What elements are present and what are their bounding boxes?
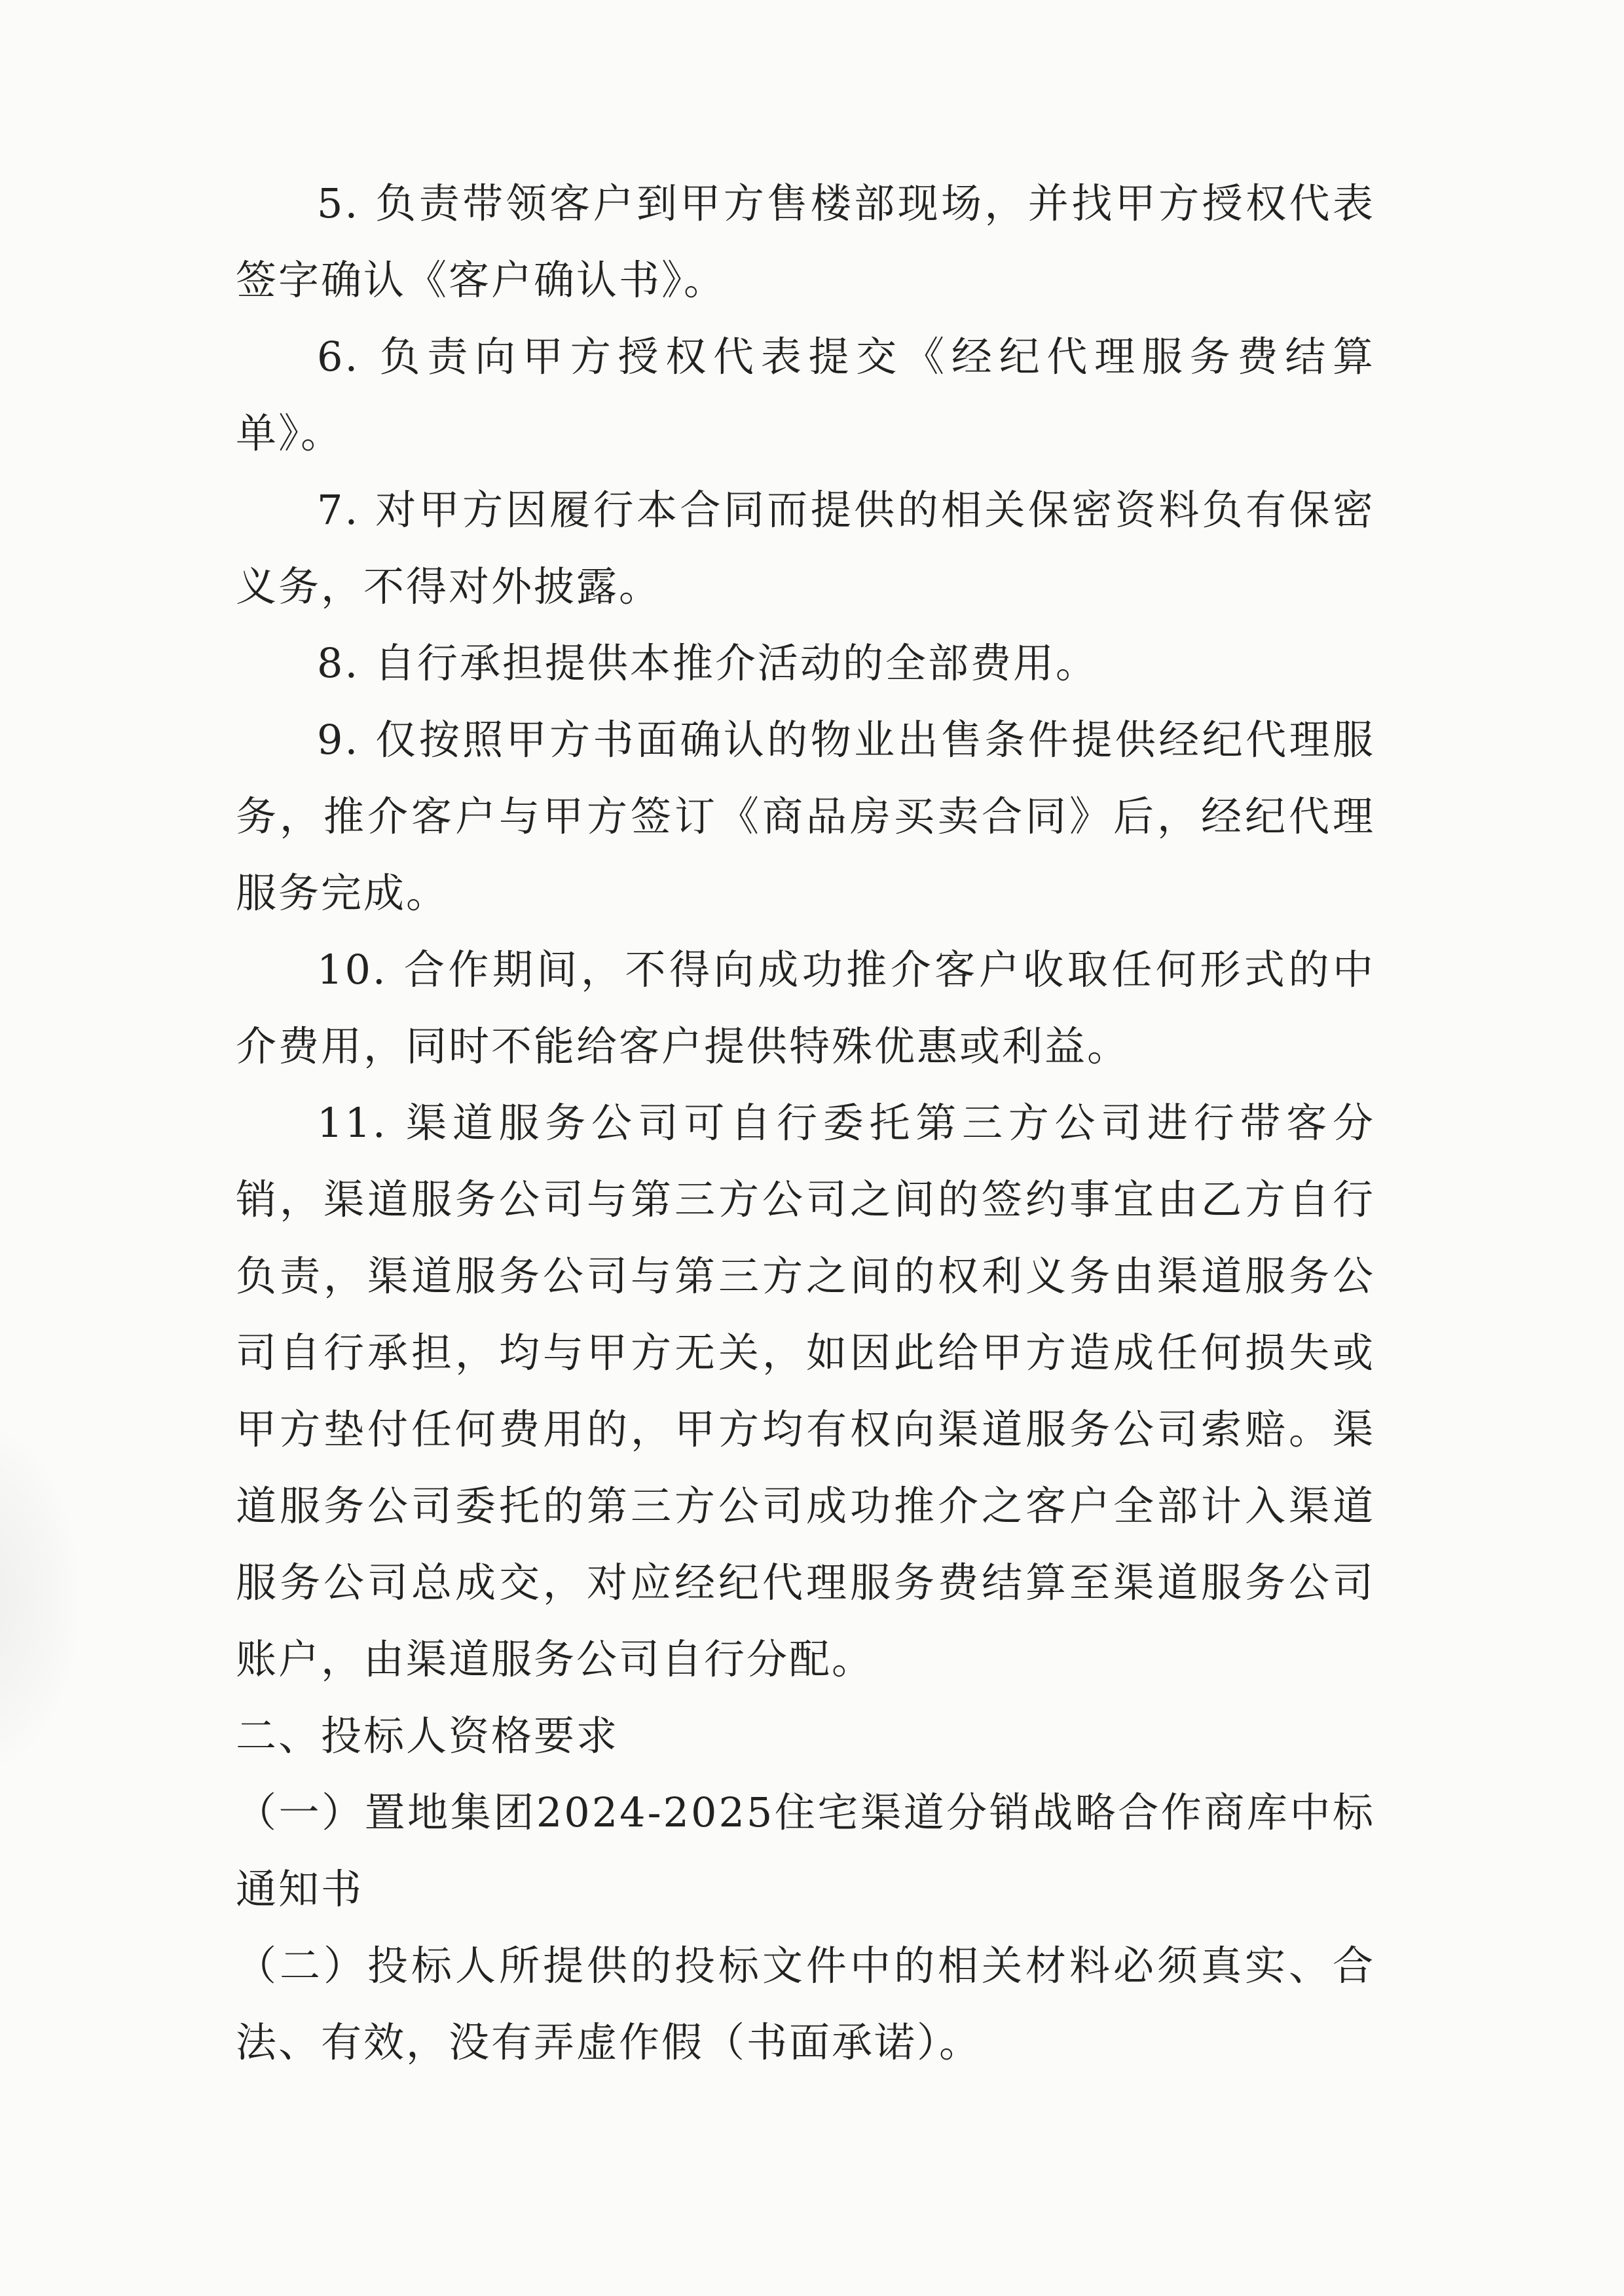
requirement-1: （一）置地集团2024-2025住宅渠道分销战略合作商库中标通知书 [236, 1788, 1375, 1913]
clause-item-10: 10. 合作期间，不得向成功推介客户收取任何形式的中介费用，同时不能给客户提供特殊优惠或利益。 [236, 946, 1375, 1070]
requirement-2: （二）投标人所提供的投标文件中的相关材料必须真实、合法、有效，没有弄虚作假（书面承诺）。 [236, 1942, 1375, 2066]
clause-item-5: 5. 负责带领客户到甲方售楼部现场，并找甲方授权代表签字确认《客户确认书》。 [236, 179, 1375, 304]
clause-item-9: 9. 仅按照甲方书面确认的物业出售条件提供经纪代理服务，推介客户与甲方签订《商品房买卖合同》后，经纪代理服务完成。 [236, 716, 1375, 917]
scan-shadow [0, 1428, 79, 1768]
section-heading: 二、投标人资格要求 [236, 1712, 619, 1760]
clause-item-7: 7. 对甲方因履行本合同而提供的相关保密资料负有保密义务，不得对外披露。 [236, 486, 1375, 610]
clause-item-6: 6. 负责向甲方授权代表提交《经纪代理服务费结算单》。 [236, 333, 1375, 457]
document-body [236, 165, 1375, 2081]
clause-item-8: 8. 自行承担提供本推介活动的全部费用。 [317, 639, 1098, 687]
clause-item-11: 11. 渠道服务公司可自行委托第三方公司进行带客分销，渠道服务公司与第三方公司之间的签约事宜由乙方自行负责，渠道服务公司与第三方之间的权利义务由渠道服务公司自行承担，均与甲方无关，如因此给甲方造成任何损失或甲方垫付任何费用的，甲方均有权向渠道服务公司索赔。渠道服务公司委托的第三方公司成功推介之客户全部计入渠道服务公司总成交，对应经纪代理服务费结算至渠道服务公司账户，由渠道服务公司自行分配。 [236, 1099, 1375, 1683]
